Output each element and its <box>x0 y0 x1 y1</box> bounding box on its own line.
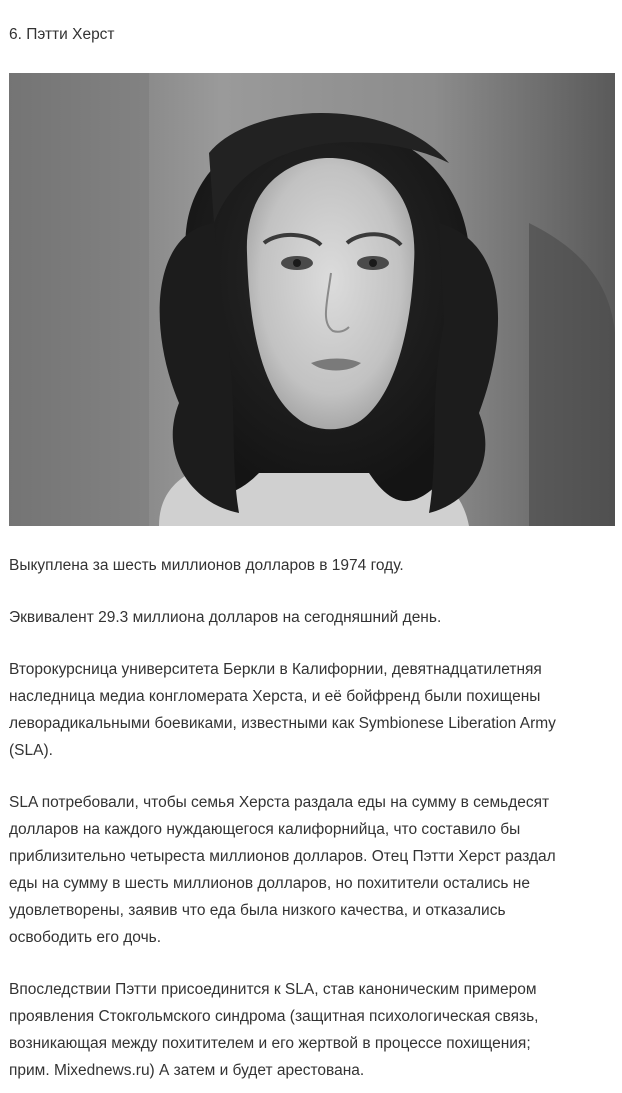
paragraph-line: долларов на каждого нуждающегося калифорнийца, что составило бы <box>9 821 521 838</box>
paragraph-line: SLA потребовали, чтобы семья Херста раздала еды на сумму в семьдесят <box>9 794 550 811</box>
paragraph-line: еды на сумму в шесть миллионов долларов, но похитители остались не <box>9 875 530 892</box>
paragraph-line: (SLA). <box>9 742 53 759</box>
paragraph-aftermath <box>9 976 613 1084</box>
paragraph-line: наследница медиа конгломерата Херста, и её бойфренд были похищены <box>9 688 541 705</box>
paragraph-line: возникающая между похитителем и его жертвой в процессе похищения; <box>9 1035 531 1052</box>
paragraph-line: приблизительно четыреста миллионов долларов. Отец Пэтти Херст раздал <box>9 848 556 865</box>
paragraph-line: Эквивалент 29.3 миллиона долларов на сегодняшний день. <box>9 609 442 626</box>
paragraph-line: освободить его дочь. <box>9 929 162 946</box>
paragraph-line: Второкурсница университета Беркли в Калифорнии, девятнадцатилетняя <box>9 661 542 678</box>
paragraph-demands <box>9 789 613 951</box>
paragraph-ransom <box>9 552 613 579</box>
portrait-photo-drawing <box>9 73 615 526</box>
paragraph-equivalent <box>9 604 613 631</box>
paragraph-kidnapping <box>9 656 613 764</box>
paragraph-line: проявления Стокгольмского синдрома (защитная психологическая связь, <box>9 1008 539 1025</box>
paragraph-line: Выкуплена за шесть миллионов долларов в 1974 году. <box>9 557 404 574</box>
paragraph-line: прим. Mixednews.ru) А затем и будет арестована. <box>9 1062 365 1079</box>
portrait-photo <box>9 73 615 526</box>
paragraph-line: удовлетворены, заявив что еда была низкого качества, и отказались <box>9 902 506 919</box>
paragraph-line: леворадикальными боевиками, известными как Symbionese Liberation Army <box>9 715 556 732</box>
paragraph-line: Впоследствии Пэтти присоединится к SLA, став каноническим примером <box>9 981 537 998</box>
article-heading: 6. Пэтти Херст <box>9 26 115 43</box>
